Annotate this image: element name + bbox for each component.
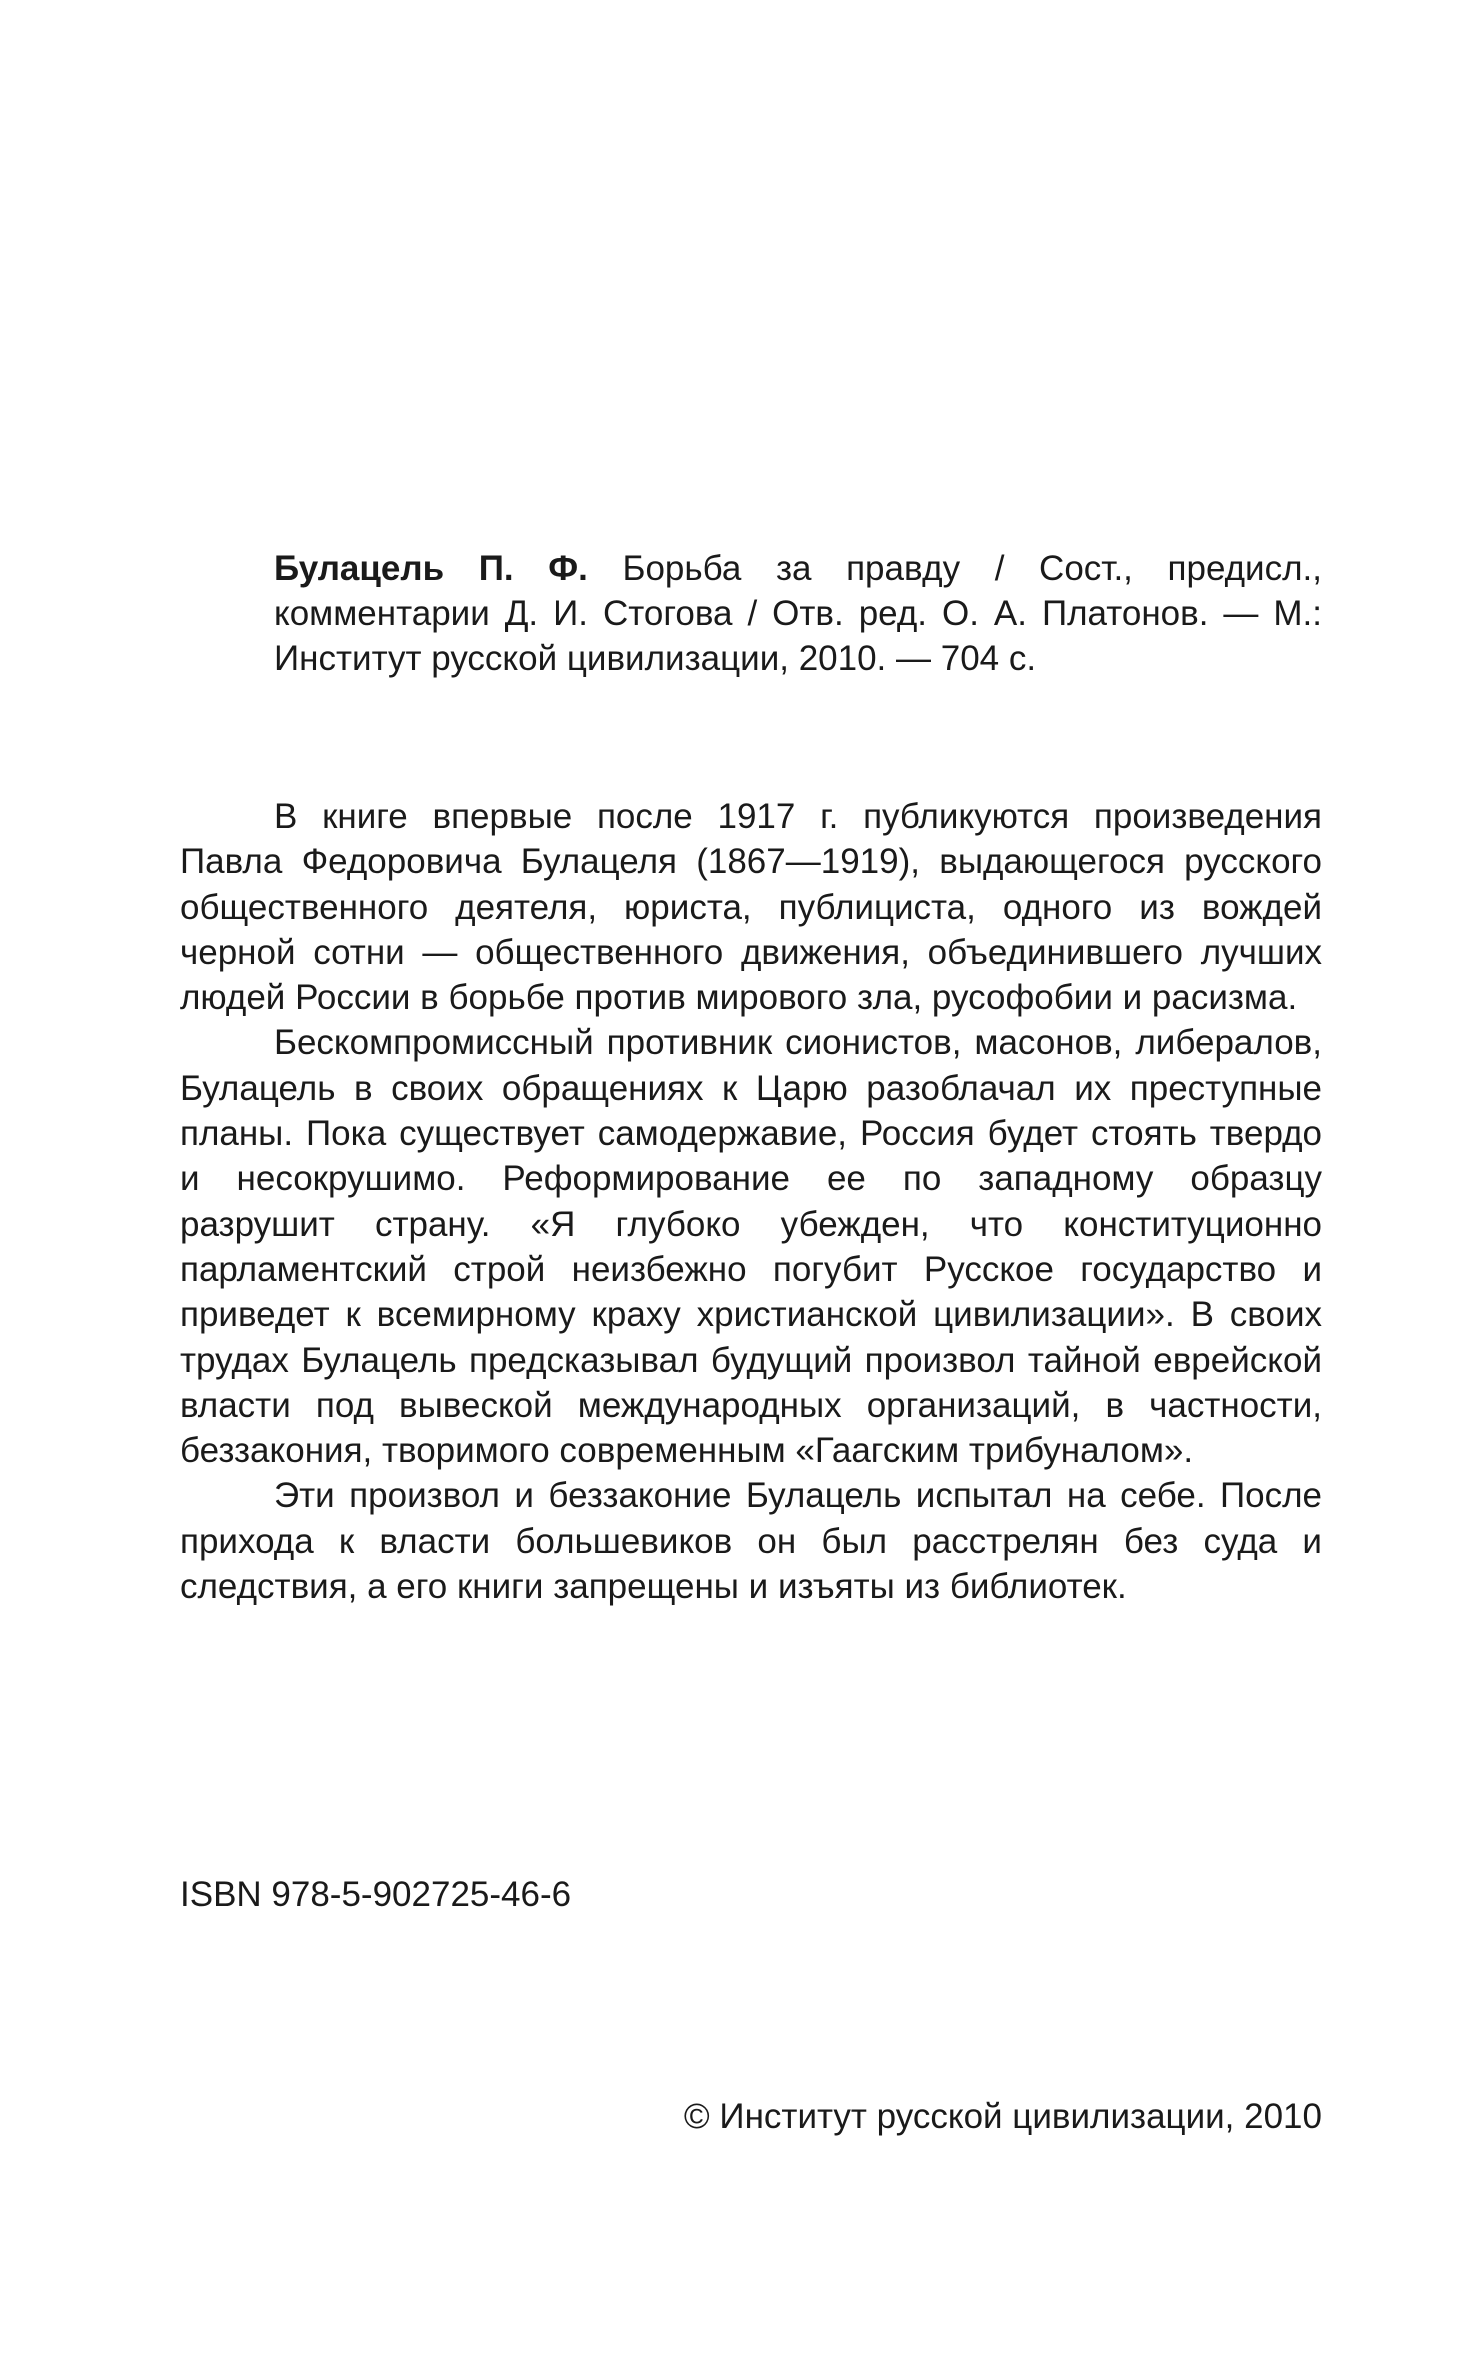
copyright-notice: © Институт русской цивилизации, 2010 [683,2097,1322,2136]
bibliographic-description: Борьба за правду / Сост., предисл., комментарии Д. И. Стогова / Отв. ред. О. А. Платонов. — М.: Институт русской цивилизации, 2010. — 704 с. [274,549,1322,678]
annotation-paragraph-3: Эти произвол и беззаконие Булацель испытал на себе. После прихода к власти большевиков он был расстрелян без суда и следствия, а его книги запрещены и изъяты из библиотек. [180,1476,1322,1607]
annotation-paragraph-1: В книге впервые после 1917 г. публикуются произведения Павла Федоровича Булацеля (1867—1919), выдающегося русского общественного деятеля, юриста, публициста, одного из вождей черной сотни — общественного движения, объединившего лучших людей России в борьбе против мирового зла, русофобии и расизма. [180,797,1322,1018]
annotation-paragraph-2: Бескомпромиссный противник сионистов, масонов, либералов, Булацель в своих обращениях к Царю разоблачал их преступные планы. Пока существует самодержавие, Россия будет стоять твердо и несокрушимо. Реформирование ее по западному образцу разрушит страну. «Я глубоко убежден, что конституционно парламентский строй неизбежно погубит Русское государство и приведет к всемирному краху христианской цивилизации». В своих трудах Булацель предсказывал будущий произвол тайной еврейской власти под вывеской международных организаций, в частности, беззакония, творимого современным «Гаагским трибуналом». [180,1023,1322,1471]
isbn: ISBN 978-5-902725-46-6 [180,1875,572,1914]
annotation [180,794,1322,1609]
author-name: Булацель П. Ф. [274,549,588,588]
bibliographic-record [274,546,1322,681]
